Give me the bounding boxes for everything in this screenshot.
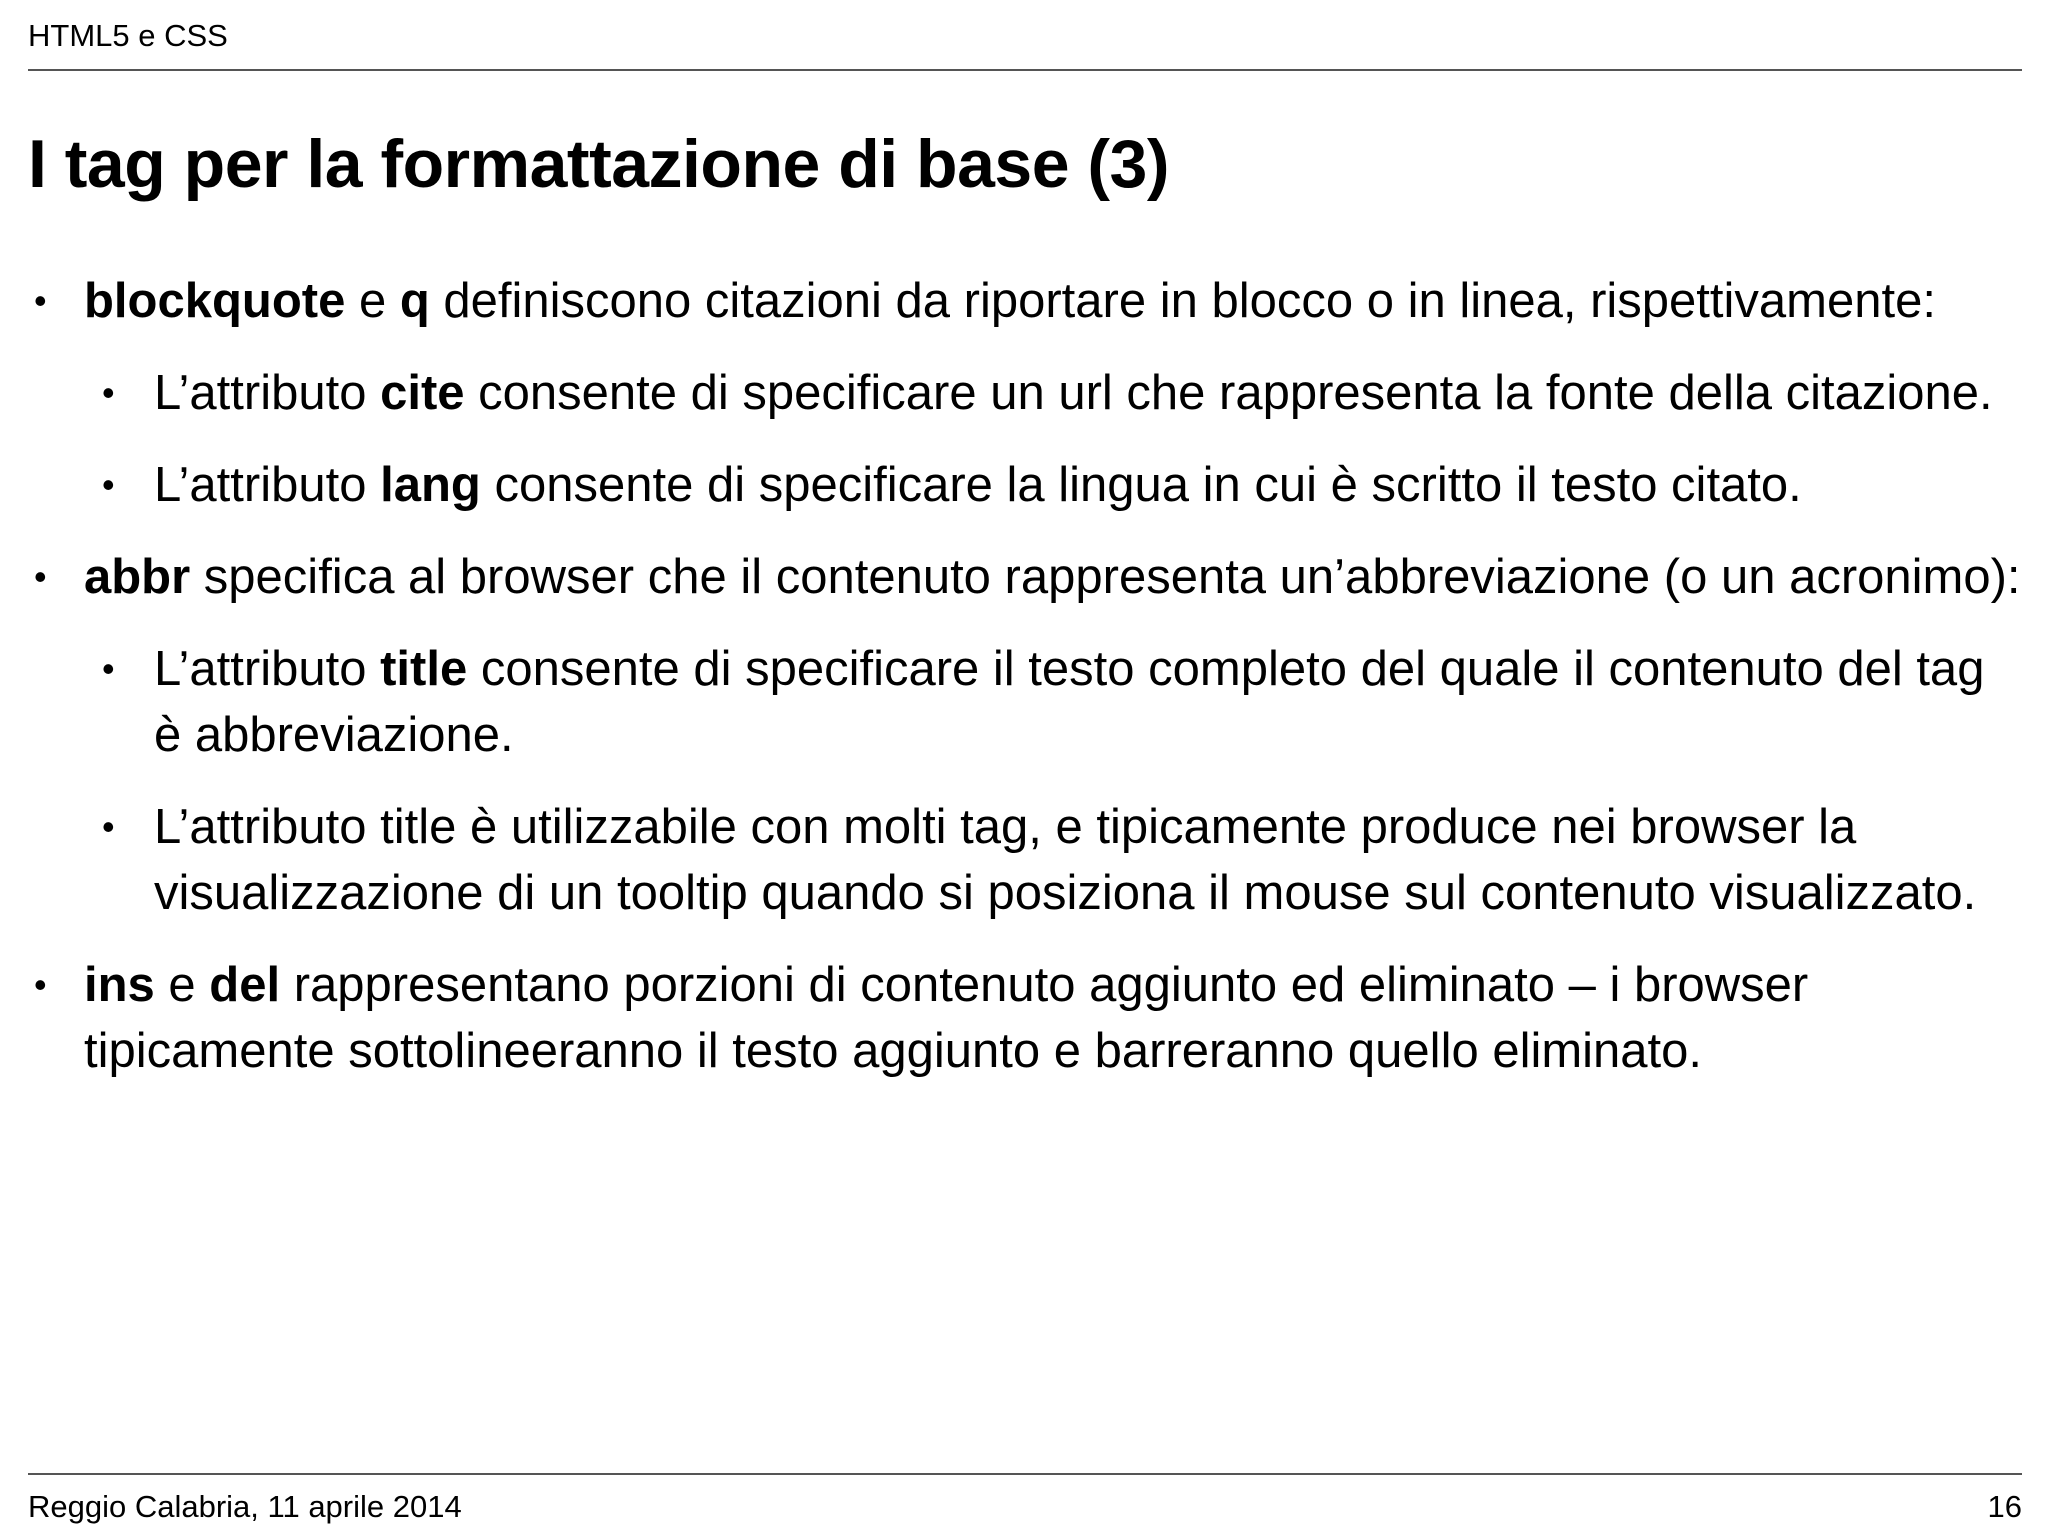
header-title: HTML5 e CSS: [28, 18, 228, 53]
bullet-list: [28, 268, 2022, 1110]
bullet-text: rappresentano porzioni di contenuto aggiunto ed eliminato – i browser tipicamente sottolineeranno il testo aggiunto e barreranno quello eliminato.: [84, 958, 1809, 1078]
keyword-blockquote: blockquote: [84, 274, 346, 328]
keyword-q: q: [399, 274, 430, 328]
bullet-text: e: [154, 958, 210, 1012]
bullet-item-abbr: [28, 544, 2022, 610]
footer-location-date: Reggio Calabria, 11 aprile 2014: [28, 1489, 462, 1524]
slide-title: I tag per la formattazione di base (3): [28, 126, 1170, 202]
sub-bullet-item-lang: [28, 452, 2022, 518]
bullet-text: L’attributo title è utilizzabile con molti tag, e tipicamente produce nei browser la visualizzazione di un tooltip quando si posiziona il mouse sul contenuto visualizzato.: [154, 800, 1977, 920]
keyword-title: title: [380, 642, 468, 696]
keyword-abbr: abbr: [84, 550, 191, 604]
keyword-del: del: [209, 958, 281, 1012]
bullet-text: definiscono citazioni da riportare in blocco o in linea, rispettivamente:: [429, 274, 1936, 328]
keyword-lang: lang: [380, 458, 481, 512]
bullet-dot: •: [34, 964, 47, 1005]
bullet-dot: •: [34, 556, 47, 597]
bullet-text: L’attributo: [154, 642, 381, 696]
footer-divider: [28, 1473, 2022, 1475]
page-number: 16: [1987, 1489, 2022, 1524]
sub-bullet-item-title-tooltip: [28, 794, 2022, 926]
bullet-text: consente di specificare la lingua in cui è scritto il testo citato.: [480, 458, 1802, 512]
bullet-dot: •: [102, 806, 115, 847]
header-divider: [28, 69, 2022, 71]
bullet-item-blockquote: [28, 268, 2022, 334]
sub-bullet-item-title: [28, 636, 2022, 768]
bullet-text: consente di specificare il testo completo del quale il contenuto del tag è abbreviazione.: [154, 642, 1985, 762]
bullet-item-ins-del: [28, 952, 2022, 1084]
bullet-text: specifica al browser che il contenuto rappresenta un’abbreviazione (o un acronimo):: [190, 550, 2021, 604]
bullet-text: L’attributo: [154, 366, 381, 420]
bullet-dot: •: [102, 648, 115, 689]
keyword-ins: ins: [84, 958, 155, 1012]
bullet-dot: •: [34, 280, 47, 321]
bullet-text: L’attributo: [154, 458, 381, 512]
bullet-dot: •: [102, 464, 115, 505]
bullet-dot: •: [102, 372, 115, 413]
bullet-text: e: [345, 274, 400, 328]
sub-bullet-item-cite: [28, 360, 2022, 426]
keyword-cite: cite: [380, 366, 465, 420]
bullet-text: consente di specificare un url che rappresenta la fonte della citazione.: [464, 366, 1993, 420]
